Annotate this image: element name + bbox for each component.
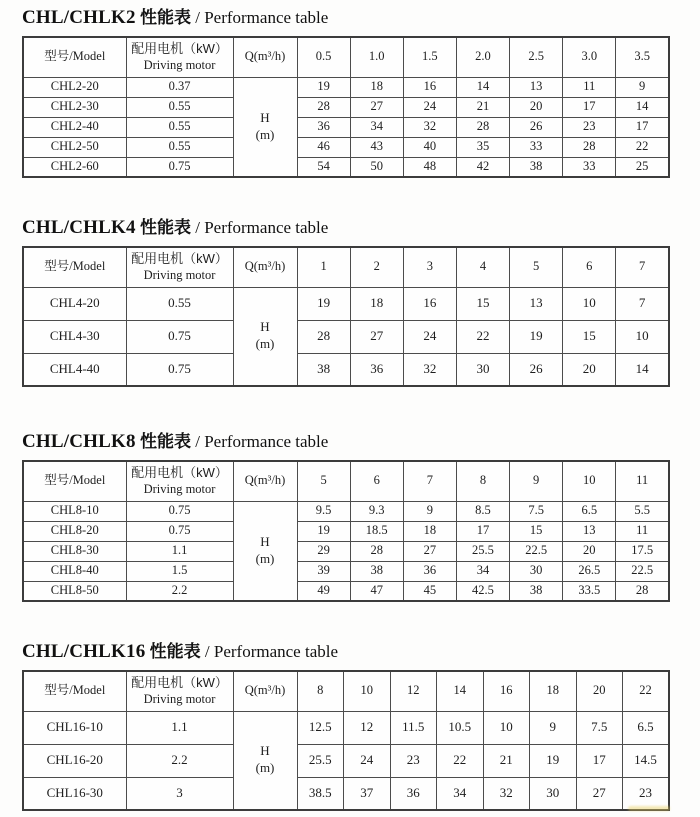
head-value-cell: 50 — [350, 157, 403, 177]
model-cell: CHL8-30 — [23, 541, 126, 561]
performance-tables — [22, 0, 670, 817]
model-cell: CHL8-50 — [23, 581, 126, 601]
head-value-cell: 24 — [344, 744, 391, 777]
flow-value-header: 10 — [344, 671, 391, 711]
flow-value-header: 6 — [350, 461, 403, 501]
model-cell: CHL4-40 — [23, 353, 126, 386]
head-unit-line2: (m) — [255, 550, 275, 566]
head-value-cell: 36 — [297, 117, 350, 137]
head-value-cell: 5.5 — [616, 501, 669, 521]
model-cell: CHL16-20 — [23, 744, 126, 777]
motor-cell: 1.1 — [126, 541, 233, 561]
head-value-cell: 24 — [403, 320, 456, 353]
head-value-cell: 19 — [530, 744, 577, 777]
table-row — [23, 353, 669, 386]
head-unit-cell — [233, 77, 297, 177]
head-value-cell: 17 — [563, 97, 616, 117]
section-title-model: CHL/CHLK8 — [22, 431, 136, 452]
motor-cell: 0.55 — [126, 287, 233, 320]
head-value-cell: 9 — [616, 77, 669, 97]
model-cell: CHL16-10 — [23, 711, 126, 744]
head-value-cell: 22 — [437, 744, 484, 777]
flow-value-header: 5 — [510, 247, 563, 287]
head-value-cell: 19 — [297, 521, 350, 541]
flow-value-header: 4 — [456, 247, 509, 287]
head-value-cell: 54 — [297, 157, 350, 177]
motor-cell: 2.2 — [126, 581, 233, 601]
head-value-cell: 43 — [350, 137, 403, 157]
head-value-cell: 22 — [616, 137, 669, 157]
flow-column-header: Q(m³/h) — [233, 461, 297, 501]
header-row — [23, 247, 669, 287]
head-value-cell: 23 — [623, 777, 670, 810]
section-title-en: / Performance table — [195, 432, 329, 451]
table-row — [23, 287, 669, 320]
model-cell: CHL2-50 — [23, 137, 126, 157]
head-value-cell: 33 — [510, 137, 563, 157]
head-value-cell: 22 — [456, 320, 509, 353]
performance-section-4 — [22, 640, 670, 811]
head-value-cell: 11 — [563, 77, 616, 97]
head-value-cell: 15 — [563, 320, 616, 353]
head-unit-line1: H — [260, 109, 270, 125]
model-cell: CHL2-20 — [23, 77, 126, 97]
head-value-cell: 19 — [297, 77, 350, 97]
flow-value-header: 7 — [616, 247, 669, 287]
head-value-cell: 30 — [456, 353, 509, 386]
head-value-cell: 45 — [403, 581, 456, 601]
section-title-en: / Performance table — [204, 642, 339, 661]
section-title-en: / Performance table — [195, 8, 329, 27]
header-row — [23, 671, 669, 711]
head-value-cell: 9.5 — [297, 501, 350, 521]
flow-value-header: 6 — [563, 247, 616, 287]
model-column-header: 型号/Model — [23, 671, 126, 711]
head-value-cell: 28 — [297, 320, 350, 353]
head-value-cell: 23 — [563, 117, 616, 137]
head-value-cell: 18.5 — [350, 521, 403, 541]
head-value-cell: 32 — [403, 117, 456, 137]
head-value-cell: 30 — [530, 777, 577, 810]
head-unit-cell — [233, 287, 297, 386]
head-value-cell: 27 — [350, 320, 403, 353]
head-value-cell: 9.3 — [350, 501, 403, 521]
head-value-cell: 7.5 — [510, 501, 563, 521]
section-title — [22, 640, 670, 664]
head-unit-line2: (m) — [255, 336, 275, 352]
flow-column-header: Q(m³/h) — [233, 247, 297, 287]
motor-header-en: Driving motor — [143, 57, 216, 72]
motor-column-header — [126, 461, 233, 501]
head-unit-line1: H — [260, 319, 270, 335]
head-value-cell: 24 — [403, 97, 456, 117]
motor-cell: 0.75 — [126, 353, 233, 386]
motor-header-cn: 配用电机（kW） — [131, 465, 228, 481]
table-row — [23, 744, 669, 777]
head-value-cell: 28 — [616, 581, 669, 601]
head-value-cell: 39 — [297, 561, 350, 581]
flow-value-header: 0.5 — [297, 37, 350, 77]
head-value-cell: 7.5 — [576, 711, 623, 744]
head-value-cell: 28 — [350, 541, 403, 561]
head-value-cell: 25.5 — [456, 541, 509, 561]
flow-value-header: 2 — [350, 247, 403, 287]
flow-value-header: 8 — [456, 461, 509, 501]
head-value-cell: 18 — [350, 287, 403, 320]
head-value-cell: 14 — [456, 77, 509, 97]
section-title-cn: 性能表 — [139, 432, 191, 451]
table-row — [23, 77, 669, 97]
performance-section-2 — [22, 216, 670, 387]
model-column-header: 型号/Model — [23, 37, 126, 77]
section-title-model: CHL/CHLK16 — [22, 641, 146, 662]
motor-cell: 2.2 — [126, 744, 233, 777]
section-title-cn: 性能表 — [139, 8, 191, 27]
motor-cell: 0.55 — [126, 117, 233, 137]
head-value-cell: 46 — [297, 137, 350, 157]
head-value-cell: 17.5 — [616, 541, 669, 561]
header-row — [23, 461, 669, 501]
head-value-cell: 33 — [563, 157, 616, 177]
head-value-cell: 20 — [510, 97, 563, 117]
head-value-cell: 49 — [297, 581, 350, 601]
head-value-cell: 34 — [456, 561, 509, 581]
head-value-cell: 13 — [510, 287, 563, 320]
flow-value-header: 10 — [563, 461, 616, 501]
motor-header-cn: 配用电机（kW） — [131, 251, 228, 267]
head-unit-line2: (m) — [255, 760, 275, 776]
model-cell: CHL2-40 — [23, 117, 126, 137]
motor-header-cn: 配用电机（kW） — [131, 41, 228, 57]
section-title — [22, 430, 670, 454]
performance-table — [22, 36, 670, 178]
motor-cell: 1.1 — [126, 711, 233, 744]
flow-value-header: 5 — [297, 461, 350, 501]
head-value-cell: 18 — [403, 521, 456, 541]
head-value-cell: 12.5 — [297, 711, 344, 744]
model-cell: CHL4-20 — [23, 287, 126, 320]
table-row — [23, 501, 669, 521]
head-value-cell: 16 — [403, 77, 456, 97]
head-unit-cell — [233, 501, 297, 601]
flow-column-header: Q(m³/h) — [233, 671, 297, 711]
head-value-cell: 42.5 — [456, 581, 509, 601]
table-row — [23, 777, 669, 810]
head-value-cell: 14.5 — [623, 744, 670, 777]
head-value-cell: 10 — [616, 320, 669, 353]
head-unit-line1: H — [260, 533, 270, 549]
motor-cell: 1.5 — [126, 561, 233, 581]
head-value-cell: 10 — [483, 711, 530, 744]
model-cell: CHL16-30 — [23, 777, 126, 810]
head-value-cell: 23 — [390, 744, 437, 777]
head-value-cell: 7 — [616, 287, 669, 320]
head-value-cell: 10 — [563, 287, 616, 320]
motor-cell: 0.55 — [126, 97, 233, 117]
table-row — [23, 117, 669, 137]
head-value-cell: 48 — [403, 157, 456, 177]
table-row — [23, 581, 669, 601]
flow-value-header: 20 — [576, 671, 623, 711]
flow-value-header: 9 — [510, 461, 563, 501]
head-value-cell: 14 — [616, 97, 669, 117]
head-value-cell: 17 — [576, 744, 623, 777]
head-value-cell: 26.5 — [563, 561, 616, 581]
head-value-cell: 15 — [456, 287, 509, 320]
motor-cell: 3 — [126, 777, 233, 810]
head-value-cell: 27 — [576, 777, 623, 810]
head-unit-line2: (m) — [255, 126, 275, 142]
flow-value-header: 3 — [403, 247, 456, 287]
flow-value-header: 1.0 — [350, 37, 403, 77]
head-value-cell: 47 — [350, 581, 403, 601]
motor-column-header — [126, 37, 233, 77]
model-cell: CHL2-60 — [23, 157, 126, 177]
head-value-cell: 17 — [616, 117, 669, 137]
head-value-cell: 25 — [616, 157, 669, 177]
watermark-smudge — [628, 806, 670, 811]
flow-value-header: 3.5 — [616, 37, 669, 77]
motor-cell: 0.75 — [126, 157, 233, 177]
head-value-cell: 18 — [350, 77, 403, 97]
head-value-cell: 28 — [563, 137, 616, 157]
performance-table — [22, 246, 670, 387]
section-title — [22, 216, 670, 240]
flow-value-header: 3.0 — [563, 37, 616, 77]
model-cell: CHL8-20 — [23, 521, 126, 541]
head-value-cell: 10.5 — [437, 711, 484, 744]
model-cell: CHL8-40 — [23, 561, 126, 581]
table-row — [23, 561, 669, 581]
head-value-cell: 40 — [403, 137, 456, 157]
head-value-cell: 11.5 — [390, 711, 437, 744]
head-value-cell: 27 — [403, 541, 456, 561]
head-value-cell: 9 — [530, 711, 577, 744]
table-row — [23, 97, 669, 117]
head-value-cell: 13 — [563, 521, 616, 541]
head-value-cell: 28 — [297, 97, 350, 117]
flow-value-header: 16 — [483, 671, 530, 711]
head-value-cell: 8.5 — [456, 501, 509, 521]
motor-column-header — [126, 671, 233, 711]
head-value-cell: 21 — [456, 97, 509, 117]
head-value-cell: 38 — [510, 157, 563, 177]
performance-table — [22, 460, 670, 602]
flow-value-header: 1.5 — [403, 37, 456, 77]
flow-value-header: 11 — [616, 461, 669, 501]
head-value-cell: 29 — [297, 541, 350, 561]
head-value-cell: 14 — [616, 353, 669, 386]
head-value-cell: 13 — [510, 77, 563, 97]
motor-cell: 0.75 — [126, 521, 233, 541]
head-value-cell: 20 — [563, 541, 616, 561]
section-title-cn: 性能表 — [139, 218, 191, 237]
head-value-cell: 19 — [297, 287, 350, 320]
head-value-cell: 16 — [403, 287, 456, 320]
table-row — [23, 157, 669, 177]
table-row — [23, 320, 669, 353]
motor-header-en: Driving motor — [143, 691, 216, 706]
head-unit-line1: H — [260, 743, 270, 759]
flow-value-header: 1 — [297, 247, 350, 287]
head-value-cell: 11 — [616, 521, 669, 541]
flow-value-header: 7 — [403, 461, 456, 501]
flow-column-header: Q(m³/h) — [233, 37, 297, 77]
head-value-cell: 26 — [510, 117, 563, 137]
head-value-cell: 37 — [344, 777, 391, 810]
head-value-cell: 38.5 — [297, 777, 344, 810]
model-column-header: 型号/Model — [23, 247, 126, 287]
performance-section-1 — [22, 6, 670, 178]
head-value-cell: 26 — [510, 353, 563, 386]
flow-value-header: 2.5 — [510, 37, 563, 77]
head-value-cell: 22.5 — [510, 541, 563, 561]
head-value-cell: 34 — [437, 777, 484, 810]
performance-section-3 — [22, 430, 670, 602]
head-value-cell: 19 — [510, 320, 563, 353]
model-cell: CHL4-30 — [23, 320, 126, 353]
head-value-cell: 30 — [510, 561, 563, 581]
head-value-cell: 36 — [403, 561, 456, 581]
model-column-header: 型号/Model — [23, 461, 126, 501]
motor-header-en: Driving motor — [143, 267, 216, 282]
flow-value-header: 12 — [390, 671, 437, 711]
head-value-cell: 42 — [456, 157, 509, 177]
head-value-cell: 32 — [403, 353, 456, 386]
section-title-model: CHL/CHLK4 — [22, 217, 136, 238]
performance-table — [22, 670, 670, 811]
head-value-cell: 38 — [350, 561, 403, 581]
table-row — [23, 521, 669, 541]
head-value-cell: 34 — [350, 117, 403, 137]
flow-value-header: 18 — [530, 671, 577, 711]
head-value-cell: 6.5 — [563, 501, 616, 521]
head-value-cell: 22.5 — [616, 561, 669, 581]
head-value-cell: 32 — [483, 777, 530, 810]
head-value-cell: 36 — [390, 777, 437, 810]
head-value-cell: 21 — [483, 744, 530, 777]
motor-header-en: Driving motor — [143, 481, 216, 496]
flow-value-header: 2.0 — [456, 37, 509, 77]
table-row — [23, 137, 669, 157]
head-value-cell: 25.5 — [297, 744, 344, 777]
motor-cell: 0.75 — [126, 501, 233, 521]
head-value-cell: 38 — [510, 581, 563, 601]
motor-header-cn: 配用电机（kW） — [131, 675, 228, 691]
section-title-en: / Performance table — [195, 218, 329, 237]
head-value-cell: 20 — [563, 353, 616, 386]
section-title — [22, 6, 670, 30]
head-value-cell: 15 — [510, 521, 563, 541]
table-row — [23, 541, 669, 561]
head-value-cell: 6.5 — [623, 711, 670, 744]
flow-value-header: 22 — [623, 671, 670, 711]
head-value-cell: 12 — [344, 711, 391, 744]
motor-cell: 0.55 — [126, 137, 233, 157]
head-value-cell: 33.5 — [563, 581, 616, 601]
section-title-cn: 性能表 — [149, 642, 201, 661]
head-unit-cell — [233, 711, 297, 810]
head-value-cell: 17 — [456, 521, 509, 541]
motor-cell: 0.75 — [126, 320, 233, 353]
head-value-cell: 9 — [403, 501, 456, 521]
head-value-cell: 36 — [350, 353, 403, 386]
model-cell: CHL2-30 — [23, 97, 126, 117]
head-value-cell: 38 — [297, 353, 350, 386]
head-value-cell: 27 — [350, 97, 403, 117]
motor-cell: 0.37 — [126, 77, 233, 97]
table-row — [23, 711, 669, 744]
model-cell: CHL8-10 — [23, 501, 126, 521]
head-value-cell: 35 — [456, 137, 509, 157]
section-title-model: CHL/CHLK2 — [22, 7, 136, 28]
motor-column-header — [126, 247, 233, 287]
head-value-cell: 28 — [456, 117, 509, 137]
flow-value-header: 14 — [437, 671, 484, 711]
header-row — [23, 37, 669, 77]
flow-value-header: 8 — [297, 671, 344, 711]
